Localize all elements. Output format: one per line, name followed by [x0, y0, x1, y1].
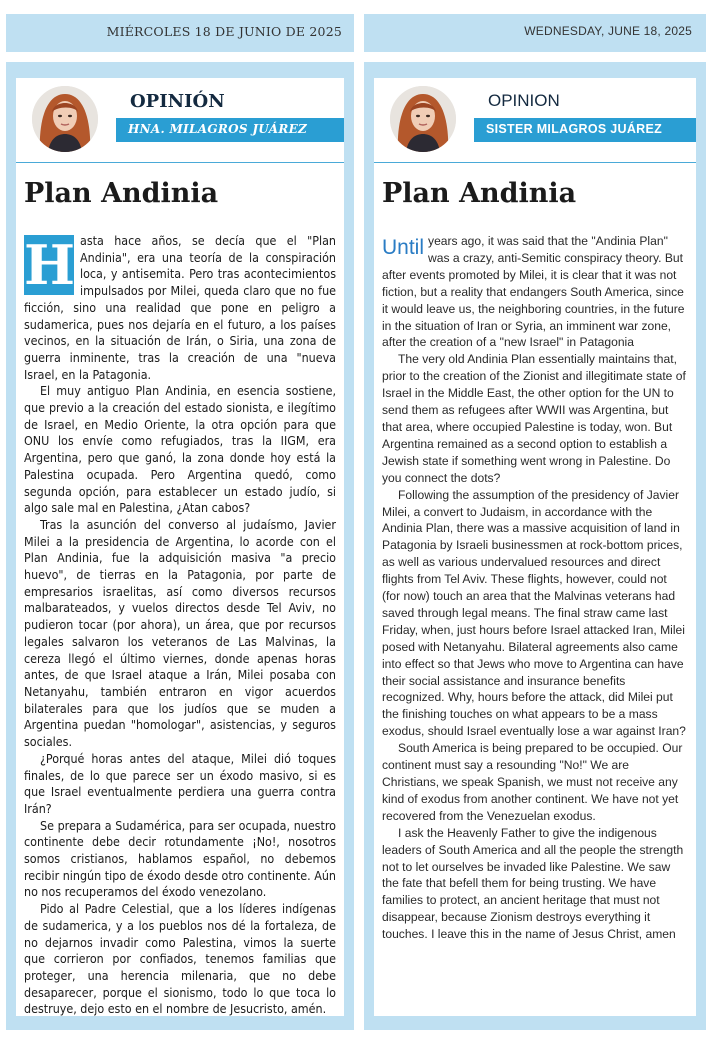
paragraph: The very old Andinia Plan essentially maintains that, prior to the creation of the Zionist and illegitimate state of Israel in the Middle East, the other option for the UN to send them as refugees after WWII was Argentina, but that area, where occupied Palestine is today, won. But Argentina remained as a second option to establish a Jewish state if something went wrong in Palestine. Do you connect the dots? — [382, 352, 686, 485]
author-avatar — [30, 84, 100, 154]
drop-cap: H — [24, 233, 76, 297]
lead-word: Until — [382, 236, 425, 259]
english-byline-banner — [374, 78, 696, 158]
article-title: Plan Andinia — [382, 178, 577, 209]
author-name: HNA. MILAGROS JUÁREZ — [128, 122, 308, 136]
section-label-bar — [474, 86, 696, 116]
section-label: OPINION — [488, 91, 560, 110]
date-spanish: MIÉRCOLES 18 DE JUNIO DE 2025 — [106, 24, 342, 39]
date-bar-spanish — [6, 14, 354, 52]
spanish-byline-banner — [16, 78, 344, 158]
paragraph: I ask the Heavenly Father to give the indigenous leaders of South America and all the people the strength not to let ourselves be invaded like Palestine. We saw the fate that befell them for being trusting. We have families to protect, an ancient heritage that must not disappear, because Zionism destroys everything it touches. I leave this in the name of Jesus Christ, amen — [382, 825, 684, 942]
paragraph: El muy antiguo Plan Andinia, en esencia sostiene, que previo a la creación del estado sionista, e ilegítimo de Israel, en Medio Oriente, la otra opción para que ONU los envíe como refugiados, tras la IIGM, era Argentina, pero que ganó, la zona donde hoy está la Palestina ocupada. Pero Argentina quedó, como segunda opción, para establecer un estado judío, si algo sale mal en Palestina, ¿Atan cabos? — [24, 383, 336, 516]
paragraph: South America is being prepared to be occupied. Our continent must say a resounding "No!" We are Christians, we speak Spanish, we must not receive any kind of exodus from another continent. We have not yet recovered from the Venezuelan exodus. — [382, 741, 683, 823]
paragraph: ¿Porqué horas antes del ataque, Milei dió toques finales, de lo que parece ser un éxodo masivo, si es que Israel eventualmente perdiera una guerra contra Irán? — [24, 750, 336, 816]
spanish-column — [6, 62, 354, 1030]
section-label-bar — [116, 86, 344, 116]
english-article — [374, 78, 696, 1016]
divider — [16, 162, 344, 163]
article-title: Plan Andinia — [24, 178, 219, 209]
divider — [374, 162, 696, 163]
article-body — [24, 233, 336, 1018]
date-english: WEDNESDAY, JUNE 18, 2025 — [524, 24, 692, 38]
article-body — [382, 233, 688, 943]
section-label: OPINIÓN — [130, 91, 225, 112]
spanish-article — [16, 78, 344, 1016]
author-bar — [474, 118, 696, 142]
author-bar — [116, 118, 344, 142]
paragraph: Pido al Padre Celestial, que a los líderes indígenas de sudamerica, y a los pueblos nos dé la fortaleza, de no dejarnos invadir como Palestina, vimos la suerte que corrieron por confiados, tenemos familias que proteger, una herencia milenaria, que no debe desaparecer, porque el sionismo, todo lo que toca lo destruye, dejo esto en el nombre de Jesucristo, amén. — [24, 901, 336, 1017]
author-avatar — [388, 84, 458, 154]
date-bar-english — [364, 14, 706, 52]
paragraph: years ago, it was said that the "Andinia Plan" was a crazy, anti-Semitic conspiracy theory. But after events promoted by Milei, it is clear that it was not fiction, but a reality that endangers South America, since it would leave us, the neighboring countries, in the future in the situation of Iran or Syria, an imminent war zone, after the creation of a "new Israel" in Patagonia — [382, 234, 685, 350]
paragraph: asta hace años, se decía que el "Plan Andinia", era una teoría de la conspiración loca, y antisemita. Pero tras acontecimientos impulsados por Milei, queda claro que no fue ficción, sino una realidad que pone en peligro a sudamerica, pues nos dejaría en el futuro, a los países vecinos, en la situación de Irán, o Siria, una zona de guerra inminente, tras la creación de una "nueva Israel, en la Patagonia. — [24, 233, 336, 382]
author-name: SISTER MILAGROS JUÁREZ — [486, 122, 663, 136]
paragraph: Tras la asunción del converso al judaísmo, Javier Milei a la presidencia de Argentina, lo acorde con el Plan Andinia, fue la adquisición masiva "a precio huevo", de tierras en la Patagonia, por parte de empresarios israelitas, así como diversos recursos malbarateados, y vuelos directos desde Tel Aviv, no pudieron tocar (por ahora), un área, que por recursos legales salvaron los veteranos de Las Malvinas, la cereza llegó el último viernes, donde apenas horas antes, de que Israel ataque a Irán, Milei posaba con Netanyahu, también entraron en vigor acuerdos bilaterales para que los judíos que se muden a Argentina puedan "homologar", asistencias, y seguros sociales. — [24, 516, 336, 750]
paragraph: Se prepara a Sudamérica, para ser ocupada, nuestro continente debe decir rotundamente ¡No!, nosotros somos cristianos, hablamos español, no debemos recibir ningún tipo de éxodo desde otro continente. Aún no nos recuperamos del éxodo venezolano. — [24, 817, 336, 900]
english-column — [364, 62, 706, 1030]
paragraph: Following the assumption of the presidency of Javier Milei, a convert to Judaism, in accordance with the Andinia Plan, there was a massive acquisition of land in Patagonia by Israeli businessmen at rock-bottom prices, as well as various undervalued resources and direct flights from Tel Aviv. These flights, however, could not (for now) touch an area that the Malvinas veterans had saved through legal means. The final straw came last Friday, when, just hours before Israel attacked Iran, Milei posed with Netanyahu. Bilateral agreements also came into effect so that Jews who move to Argentina can have their social assistance and insurance benefits recognized. Why, hours before the attack, did Milei put the finishing touches on what appears to be a mass exodus, should Israel eventually lose a war against Iran? — [382, 487, 686, 739]
